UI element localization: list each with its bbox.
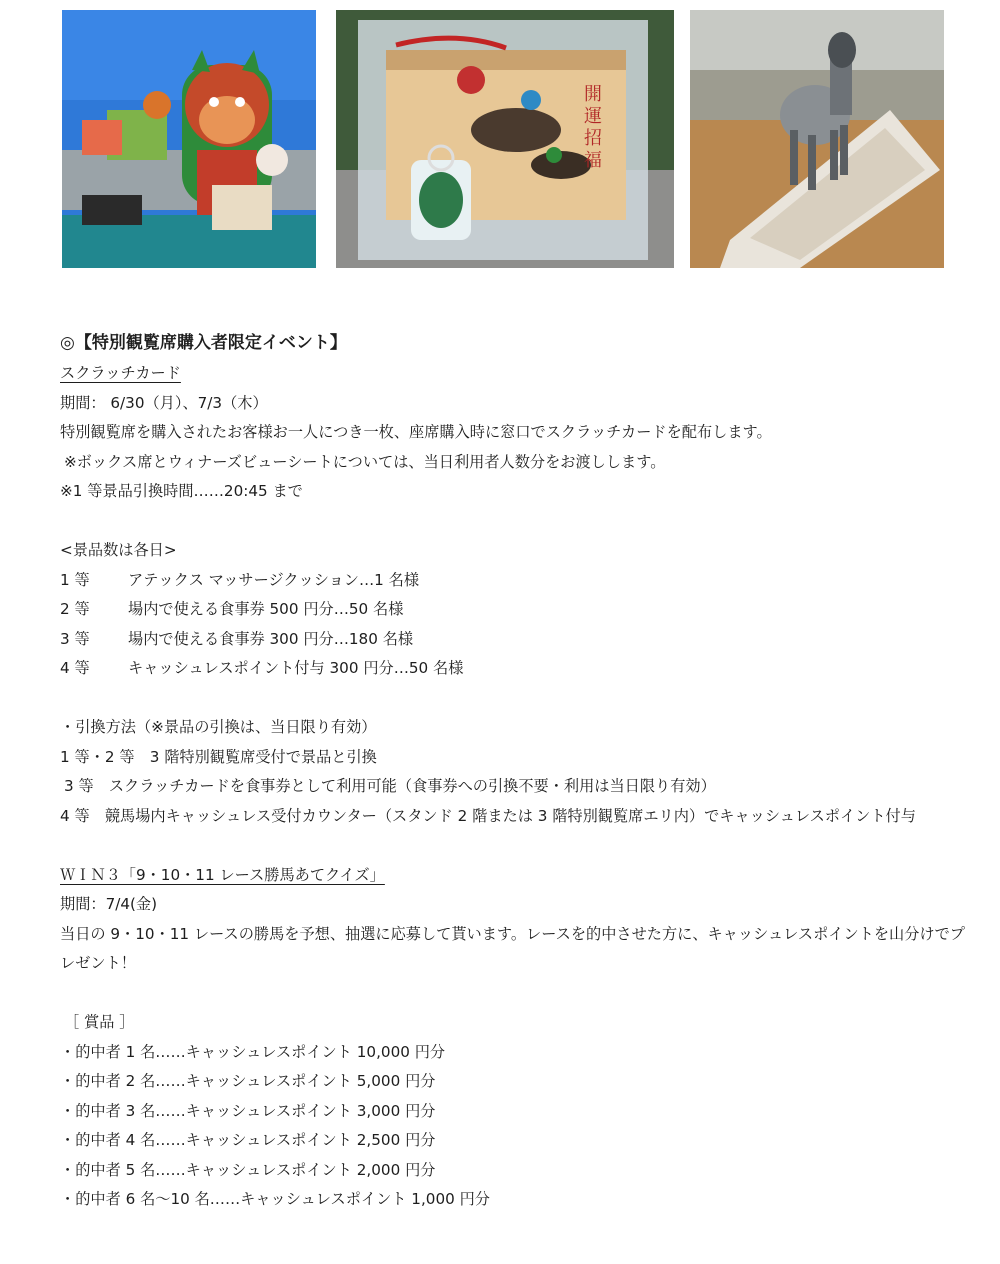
exchange-item: 3 等 スクラッチカードを食事券として利用可能（食事券への引換不要・利用は当日限り有効） [64,777,716,795]
prize-text: 場内で使える食事券 500 円分…50 名様 [128,600,404,618]
quiz-prize-item: ・的中者 5 名……キャッシュレスポイント 2,000 円分 [60,1160,436,1179]
quiz-prize-item: ・的中者 4 名……キャッシュレスポイント 2,500 円分 [60,1131,436,1149]
svg-text:開: 開 [584,84,602,105]
horse-figure-photo [690,10,944,268]
quiz-prize-item: ・的中者 1 名……キャッシュレスポイント 10,000 円分 [60,1042,446,1061]
quiz-period: 期間：7/4(金) [60,895,158,913]
svg-text:福: 福 [584,150,602,171]
ema-keychain-photo [336,10,674,268]
prize-rank: 2 等 [60,600,90,618]
scratch-prize-row [60,595,965,625]
event-heading: ◎【特別観覧席購入者限定イベント】 [60,333,347,353]
prize-rank: 4 等 [60,659,90,677]
scratch-prize-row [60,654,965,684]
quiz-title: ＷＩＮ３「9・10・11 レース勝馬あてクイズ」 [60,865,385,884]
event-content [60,327,965,1215]
exchange-header: ・引換方法（※景品の引換は、当日限り有効） [60,718,377,736]
prize-text: キャッシュレスポイント付与 300 円分…50 名様 [128,659,464,677]
prize-text: 場内で使える食事券 300 円分…180 名様 [128,629,414,648]
quiz-prize-item: ・的中者 6 名〜10 名……キャッシュレスポイント 1,000 円分 [60,1190,490,1208]
exchange-item: 4 等 競馬場内キャッシュレス受付カウンター（スタンド 2 階または 3 階特別観覧席エリ内）でキャッシュレスポイント付与 [60,806,916,825]
exchange-item: 1 等・2 等 3 階特別観覧席受付で景品と引換 [60,747,377,766]
scratch-desc: 特別観覧席を購入されたお客様お一人につき一枚、座席購入時に窓口でスクラッチカードを配布します。 [60,423,772,441]
quiz-prizes-header: ［ 賞品 ］ [64,1013,135,1031]
scratch-note-1: ※ボックス席とウィナーズビューシートについては、当日利用者人数分をお渡しします。 [64,452,666,471]
scratch-prize-row [60,566,965,596]
scratch-prize-row [60,625,965,655]
svg-text:招: 招 [584,128,602,149]
scratch-title: スクラッチカード [60,364,181,382]
scratch-prizes-header: <景品数は各日> [60,541,177,559]
prize-rank: 1 等 [60,570,90,589]
prize-text: アテックス マッサージクッション…1 名様 [128,570,420,589]
scratch-note-2: ※1 等景品引換時間……20:45 まで [60,482,303,500]
prize-rank: 3 等 [60,629,90,648]
scratch-period: 期間： 6/30（月）、7/3（木） [60,393,268,412]
mascot-photo [62,10,316,268]
quiz-desc: 当日の 9・10・11 レースの勝馬を予想、抽選に応募して貰います。レースを的中させた方に、キャッシュレスポイントを山分けでプレゼント！ [60,924,965,972]
svg-text:運: 運 [584,106,602,127]
quiz-prize-item: ・的中者 3 名……キャッシュレスポイント 3,000 円分 [60,1101,436,1120]
quiz-prize-item: ・的中者 2 名……キャッシュレスポイント 5,000 円分 [60,1072,436,1090]
